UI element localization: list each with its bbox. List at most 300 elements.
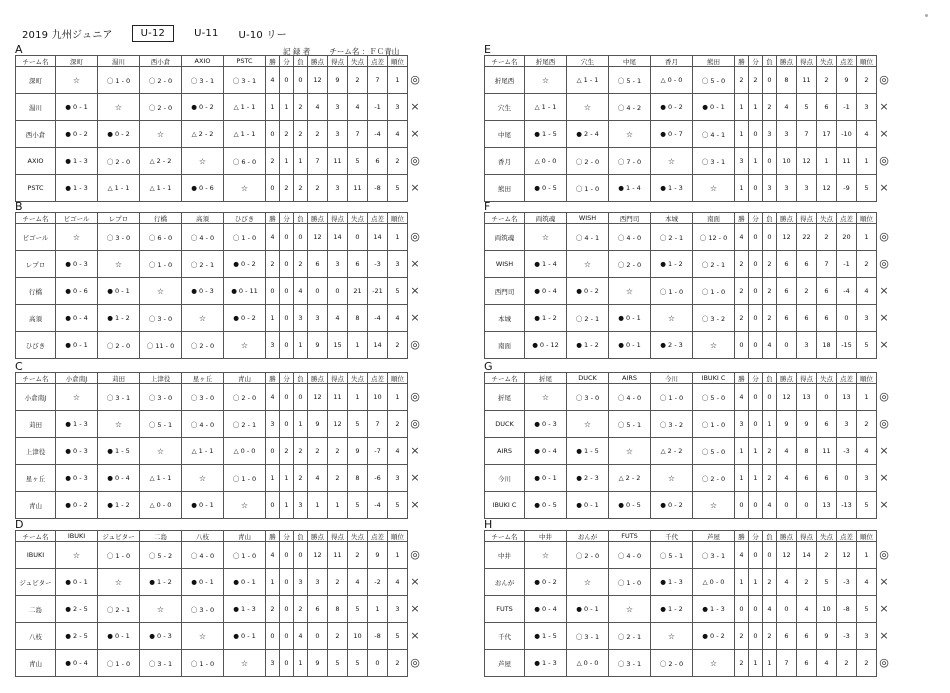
self-cell: ☆ [525, 542, 567, 569]
team-name-cell: 穴生 [485, 94, 525, 121]
result-cell: ● 0 - 4 [525, 278, 567, 305]
stat-cell: 0 [280, 623, 294, 650]
stat-cell: 12 [308, 224, 328, 251]
opponent-header: 芦屋 [693, 531, 735, 542]
result-cell: △ 2 - 2 [651, 438, 693, 465]
header-row [485, 213, 877, 224]
stat-cell: 4 [266, 384, 280, 411]
stat-cell: -9 [837, 175, 857, 202]
stat-cell: 4 [348, 94, 368, 121]
stat-cell: 4 [777, 94, 797, 121]
stat-cell: 2 [817, 224, 837, 251]
opponent-header: 苅田 [98, 373, 140, 384]
stat-cell: 4 [328, 305, 348, 332]
stat-cell: 0 [266, 175, 280, 202]
stat-cell: 0 [777, 332, 797, 359]
stat-cell: 4 [348, 569, 368, 596]
stat-header: 負 [763, 531, 777, 542]
team-name-header: チーム名 [485, 213, 525, 224]
result-cell: △ 0 - 0 [567, 650, 609, 677]
result-cell: 〇 1 - 0 [98, 650, 140, 677]
result-cell: ● 1 - 3 [56, 175, 98, 202]
team-name-cell: AIRS [485, 438, 525, 465]
stat-cell: 11 [817, 438, 837, 465]
stat-cell: 12 [777, 224, 797, 251]
result-cell: ● 0 - 2 [693, 623, 735, 650]
stat-cell: 13 [837, 384, 857, 411]
team-name-cell: 高須 [16, 305, 56, 332]
stat-cell: 6 [777, 278, 797, 305]
opponent-header: 南面 [693, 213, 735, 224]
result-cell: △ 1 - 1 [98, 175, 140, 202]
stat-cell: 0 [266, 278, 280, 305]
stat-cell: 1 [749, 438, 763, 465]
result-cell: ● 0 - 2 [98, 121, 140, 148]
opponent-header: 折尾西 [525, 56, 567, 67]
result-cell: 〇 2 - 0 [567, 542, 609, 569]
self-cell: ☆ [224, 650, 266, 677]
opponent-header: 上津役 [140, 373, 182, 384]
stat-cell: 3 [857, 623, 877, 650]
league-table-group [15, 530, 408, 677]
result-cell: 〇 1 - 0 [651, 384, 693, 411]
stat-cell: 20 [837, 224, 857, 251]
table-row [485, 465, 877, 492]
team-name-cell: 折尾西 [485, 67, 525, 94]
stat-cell: 4 [857, 278, 877, 305]
stat-cell: 2 [763, 623, 777, 650]
stat-cell: 2 [328, 623, 348, 650]
result-cell: ● 0 - 3 [56, 251, 98, 278]
result-cell: 〇 1 - 0 [98, 542, 140, 569]
team-name-cell: 折尾 [485, 384, 525, 411]
stat-cell: 3 [763, 175, 777, 202]
stat-cell: -2 [368, 569, 388, 596]
table-row [16, 94, 408, 121]
stat-cell: 4 [797, 596, 817, 623]
stat-cell: 1 [763, 650, 777, 677]
opponent-header: IBUKI C [693, 373, 735, 384]
stat-cell: 2 [328, 465, 348, 492]
stat-cell: 3 [857, 305, 877, 332]
result-cell: ● 2 - 3 [567, 465, 609, 492]
table-row [16, 332, 408, 359]
advance-mark: ◎ [410, 230, 420, 243]
tournament-title: 2019 九州ジュニア [22, 29, 113, 41]
stat-cell: 3 [328, 251, 348, 278]
stat-cell: 1 [388, 224, 408, 251]
recorder-team: チーム名 ：ＦＣ青山 [329, 47, 400, 56]
table-row [485, 650, 877, 677]
team-name-cell: 星ヶ丘 [16, 465, 56, 492]
stat-cell: -4 [368, 121, 388, 148]
team-name-cell: 芦屋 [485, 650, 525, 677]
stat-cell: 2 [857, 411, 877, 438]
stat-cell: 3 [388, 94, 408, 121]
result-cell: ● 1 - 3 [525, 650, 567, 677]
eliminated-mark: × [410, 100, 420, 113]
stat-header: 失点 [348, 56, 368, 67]
result-cell: △ 1 - 1 [140, 175, 182, 202]
stat-cell: 0 [735, 596, 749, 623]
team-name-cell: PSTC [16, 175, 56, 202]
stat-cell: 2 [294, 465, 308, 492]
eliminated-mark: × [410, 311, 420, 324]
stat-cell: 0 [763, 542, 777, 569]
opponent-header: おんが [567, 531, 609, 542]
stat-cell: 3 [308, 305, 328, 332]
stat-cell: 2 [266, 148, 280, 175]
stat-cell: 1 [735, 465, 749, 492]
stat-cell: 4 [308, 465, 328, 492]
group-letter: B [15, 200, 23, 213]
result-cell: ● 1 - 2 [98, 492, 140, 519]
team-name-cell: 今川 [485, 465, 525, 492]
eliminated-mark: × [879, 444, 889, 457]
result-cell: △ 2 - 2 [182, 121, 224, 148]
result-cell: 〇 3 - 1 [182, 67, 224, 94]
team-name-cell: 両筑魂 [485, 224, 525, 251]
table-row [16, 305, 408, 332]
result-cell: △ 0 - 0 [525, 148, 567, 175]
self-cell: ☆ [182, 623, 224, 650]
stat-cell: 0 [308, 623, 328, 650]
result-cell: ● 0 - 3 [56, 438, 98, 465]
stat-cell: 6 [817, 411, 837, 438]
stat-cell: 3 [388, 465, 408, 492]
result-cell: ● 0 - 1 [224, 623, 266, 650]
league-table-group [484, 530, 877, 677]
stat-cell: 0 [763, 224, 777, 251]
stat-cell: -8 [368, 623, 388, 650]
table-row [16, 384, 408, 411]
stat-cell: 12 [308, 542, 328, 569]
self-cell: ☆ [609, 278, 651, 305]
result-cell: 〇 1 - 0 [98, 67, 140, 94]
self-cell: ☆ [567, 569, 609, 596]
advance-mark: ◎ [879, 390, 889, 403]
stat-header: 分 [749, 213, 763, 224]
stat-cell: 3 [735, 411, 749, 438]
advance-mark: ◎ [410, 390, 420, 403]
stat-cell: 9 [348, 438, 368, 465]
stat-cell: 1 [294, 650, 308, 677]
opponent-header: 中井 [525, 531, 567, 542]
result-cell: 〇 2 - 1 [98, 596, 140, 623]
stat-header: 負 [294, 56, 308, 67]
stat-cell: 1 [280, 94, 294, 121]
result-cell: ● 0 - 2 [224, 305, 266, 332]
stat-cell: 11 [328, 384, 348, 411]
stat-header: 勝 [735, 213, 749, 224]
stat-header: 勝 [735, 373, 749, 384]
stat-cell: 8 [348, 465, 368, 492]
stat-header: 勝 [735, 56, 749, 67]
stat-cell: 5 [857, 492, 877, 519]
result-cell: ● 0 - 4 [525, 438, 567, 465]
stat-header: 点差 [368, 56, 388, 67]
result-cell: 〇 5 - 0 [693, 67, 735, 94]
stat-cell: 2 [294, 251, 308, 278]
stat-cell: 9 [328, 67, 348, 94]
stat-cell: 4 [308, 94, 328, 121]
stat-header: 負 [294, 213, 308, 224]
eliminated-mark: × [879, 602, 889, 615]
header-row [16, 531, 408, 542]
table-row [16, 438, 408, 465]
stat-header: 失点 [817, 56, 837, 67]
result-cell: 〇 3 - 1 [567, 623, 609, 650]
stat-header: 点差 [368, 531, 388, 542]
stat-header: 勝 [266, 56, 280, 67]
advance-mark: ◎ [879, 154, 889, 167]
category-u10: U-10 リー [238, 29, 287, 41]
stat-cell: 0 [348, 224, 368, 251]
stat-cell: 2 [308, 121, 328, 148]
header-row [16, 373, 408, 384]
result-cell: 〇 7 - 0 [609, 148, 651, 175]
table-row [485, 94, 877, 121]
stat-header: 失点 [817, 531, 837, 542]
result-cell: ● 0 - 1 [609, 305, 651, 332]
stat-cell: 2 [735, 305, 749, 332]
stat-header: 得点 [797, 373, 817, 384]
stat-cell: 5 [348, 650, 368, 677]
stat-cell: 4 [777, 465, 797, 492]
stat-header: 点差 [837, 213, 857, 224]
stat-cell: 2 [388, 332, 408, 359]
stat-cell: 9 [777, 411, 797, 438]
team-name-cell: 行橋 [16, 278, 56, 305]
stat-header: 失点 [348, 531, 368, 542]
stat-cell: 0 [763, 148, 777, 175]
stat-cell: 2 [837, 650, 857, 677]
stat-cell: 2 [280, 175, 294, 202]
table-row [16, 411, 408, 438]
table-row [16, 224, 408, 251]
stat-cell: 0 [280, 411, 294, 438]
stat-cell: 1 [294, 148, 308, 175]
stat-cell: 2 [388, 148, 408, 175]
result-cell: 〇 3 - 1 [140, 650, 182, 677]
stat-cell: 4 [388, 121, 408, 148]
result-cell: 〇 2 - 0 [98, 332, 140, 359]
result-cell: 〇 3 - 0 [140, 384, 182, 411]
result-cell: 〇 5 - 1 [651, 542, 693, 569]
stat-cell: 5 [857, 332, 877, 359]
result-cell: ● 1 - 5 [567, 438, 609, 465]
stat-cell: 0 [837, 465, 857, 492]
stat-cell: 2 [266, 251, 280, 278]
stat-cell: 1 [280, 492, 294, 519]
stat-cell: 12 [777, 542, 797, 569]
stat-cell: 1 [348, 332, 368, 359]
opponent-header: FUTS [609, 531, 651, 542]
self-cell: ☆ [56, 67, 98, 94]
result-cell: △ 0 - 0 [651, 67, 693, 94]
eliminated-mark: × [879, 284, 889, 297]
stat-header: 失点 [817, 213, 837, 224]
table-row [16, 542, 408, 569]
stat-header: 勝 [266, 531, 280, 542]
result-cell: ● 1 - 2 [525, 305, 567, 332]
stat-cell: 1 [857, 542, 877, 569]
stat-cell: 8 [348, 305, 368, 332]
stat-cell: 9 [308, 332, 328, 359]
table-row [485, 67, 877, 94]
stat-cell: 0 [749, 596, 763, 623]
header-row [485, 531, 877, 542]
result-cell: 〇 11 - 0 [140, 332, 182, 359]
stat-cell: -4 [368, 492, 388, 519]
table-row [16, 569, 408, 596]
stat-cell: 9 [308, 650, 328, 677]
result-cell: ● 0 - 2 [525, 569, 567, 596]
table-row [16, 148, 408, 175]
stat-cell: 4 [857, 569, 877, 596]
self-cell: ☆ [140, 121, 182, 148]
result-cell: ● 0 - 1 [609, 332, 651, 359]
stat-cell: 2 [763, 305, 777, 332]
opponent-header: AIRS [609, 373, 651, 384]
stat-cell: 1 [348, 384, 368, 411]
stat-cell: 2 [294, 94, 308, 121]
eliminated-mark: × [410, 602, 420, 615]
stat-cell: 15 [328, 332, 348, 359]
stat-cell: 8 [777, 67, 797, 94]
table-row [16, 650, 408, 677]
result-cell: ● 0 - 2 [56, 121, 98, 148]
team-name-cell: 湯川 [16, 94, 56, 121]
stat-cell: 9 [837, 67, 857, 94]
opponent-header: 熊田 [693, 56, 735, 67]
stat-header: 点差 [837, 531, 857, 542]
stat-cell: -8 [368, 175, 388, 202]
stat-cell: 0 [749, 121, 763, 148]
stat-header: 負 [763, 373, 777, 384]
result-cell: 〇 5 - 1 [140, 411, 182, 438]
stat-cell: 4 [388, 438, 408, 465]
result-cell: ● 0 - 6 [56, 278, 98, 305]
table-row [16, 465, 408, 492]
self-cell: ☆ [525, 384, 567, 411]
stat-cell: 5 [388, 278, 408, 305]
stat-cell: -10 [837, 121, 857, 148]
stat-cell: 2 [749, 67, 763, 94]
stat-cell: 1 [388, 384, 408, 411]
self-cell: ☆ [567, 251, 609, 278]
result-cell: 〇 1 - 0 [609, 569, 651, 596]
stat-cell: 1 [735, 175, 749, 202]
team-name-cell: おんが [485, 569, 525, 596]
category-u12-selected: U-12 [132, 25, 174, 42]
stat-cell: 1 [749, 569, 763, 596]
stat-cell: 3 [735, 148, 749, 175]
table-row [485, 121, 877, 148]
stat-header: 勝点 [777, 213, 797, 224]
result-cell: ● 1 - 3 [693, 596, 735, 623]
stat-cell: 3 [294, 305, 308, 332]
stat-cell: 6 [797, 623, 817, 650]
stat-cell: 1 [749, 94, 763, 121]
stat-cell: 6 [817, 465, 837, 492]
stat-cell: 5 [857, 596, 877, 623]
advance-mark: ◎ [410, 338, 420, 351]
stat-cell: 5 [388, 175, 408, 202]
team-name-cell: 西小倉 [16, 121, 56, 148]
league-table-group [15, 55, 408, 202]
team-name-cell: DUCK [485, 411, 525, 438]
team-name-cell: ビゴール [16, 224, 56, 251]
result-cell: 〇 1 - 0 [224, 542, 266, 569]
stat-cell: 1 [749, 465, 763, 492]
stat-cell: 0 [280, 384, 294, 411]
result-cell: 〇 1 - 0 [651, 278, 693, 305]
stat-header: 得点 [328, 531, 348, 542]
eliminated-mark: × [879, 575, 889, 588]
opponent-header: DUCK [567, 373, 609, 384]
stat-header: 点差 [837, 373, 857, 384]
team-name-cell: 本城 [485, 305, 525, 332]
stat-cell: 0 [280, 596, 294, 623]
stat-cell: 1 [817, 148, 837, 175]
result-cell: 〇 3 - 1 [224, 67, 266, 94]
stat-cell: -15 [837, 332, 857, 359]
stat-cell: 12 [308, 67, 328, 94]
stat-header: 分 [749, 531, 763, 542]
stat-cell: 6 [777, 251, 797, 278]
stat-cell: 5 [348, 596, 368, 623]
stat-cell: 0 [266, 438, 280, 465]
stat-cell: 0 [308, 278, 328, 305]
result-cell: ● 0 - 1 [224, 569, 266, 596]
self-cell: ☆ [525, 67, 567, 94]
result-cell: 〇 1 - 0 [224, 224, 266, 251]
stat-cell: 0 [266, 492, 280, 519]
team-name-cell: 二島 [16, 596, 56, 623]
advance-mark: ◎ [410, 548, 420, 561]
stat-header: 点差 [837, 56, 857, 67]
stat-cell: 10 [348, 623, 368, 650]
stat-cell: 0 [280, 650, 294, 677]
team-name-cell: 青山 [16, 492, 56, 519]
self-cell: ☆ [693, 175, 735, 202]
stat-cell: 1 [857, 148, 877, 175]
stat-cell: 0 [749, 278, 763, 305]
stat-cell: 4 [763, 332, 777, 359]
stat-cell: 0 [763, 384, 777, 411]
stat-cell: 11 [328, 148, 348, 175]
opponent-header: 八枝 [182, 531, 224, 542]
stat-cell: 2 [388, 411, 408, 438]
result-cell: ● 0 - 1 [693, 94, 735, 121]
stat-cell: 0 [266, 121, 280, 148]
stat-cell: 2 [308, 438, 328, 465]
self-cell: ☆ [182, 148, 224, 175]
result-cell: 〇 3 - 2 [693, 305, 735, 332]
eliminated-mark: × [410, 127, 420, 140]
stat-header: 順位 [857, 213, 877, 224]
opponent-header: 高須 [182, 213, 224, 224]
stat-header: 勝点 [308, 531, 328, 542]
stat-cell: 3 [308, 569, 328, 596]
stat-cell: 1 [266, 465, 280, 492]
stat-cell: 6 [817, 278, 837, 305]
stat-header: 分 [280, 213, 294, 224]
stat-cell: 1 [388, 542, 408, 569]
stat-cell: -1 [837, 251, 857, 278]
stat-cell: 4 [266, 224, 280, 251]
